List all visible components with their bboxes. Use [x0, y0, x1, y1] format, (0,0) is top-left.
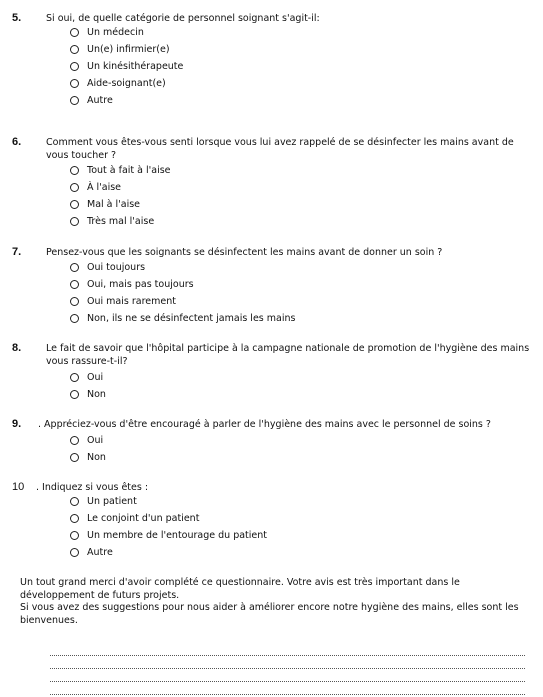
- question-number: 6.: [12, 136, 22, 148]
- radio-button[interactable]: [70, 373, 79, 382]
- option-label: Mal à l'aise: [87, 199, 141, 210]
- question-number: 9.: [12, 418, 22, 430]
- option-label: Très mal l'aise: [87, 216, 155, 227]
- option[interactable]: [70, 313, 295, 329]
- option[interactable]: [70, 61, 183, 77]
- option-label: Aide-soignant(e): [87, 78, 166, 89]
- option-label: Un kinésithérapeute: [87, 61, 184, 72]
- option-label: Oui, mais pas toujours: [87, 279, 194, 290]
- option-label: Un membre de l'entourage du patient: [87, 530, 268, 541]
- option-label: Oui: [87, 435, 104, 446]
- option-label: Oui toujours: [87, 262, 146, 273]
- option-label: Non: [87, 389, 106, 400]
- radio-button[interactable]: [70, 514, 79, 523]
- option[interactable]: [70, 216, 154, 232]
- suggestion-line[interactable]: [50, 655, 525, 656]
- suggestion-line[interactable]: [50, 694, 525, 695]
- option[interactable]: [70, 95, 113, 111]
- question-text: . Indiquez si vous êtes :: [36, 482, 149, 493]
- radio-button[interactable]: [70, 263, 79, 272]
- radio-button[interactable]: [70, 28, 79, 37]
- option-label: Tout à fait à l'aise: [87, 165, 171, 176]
- option-label: Oui mais rarement: [87, 296, 176, 307]
- radio-button[interactable]: [70, 96, 79, 105]
- question-number: 8.: [12, 342, 22, 354]
- question-text: Si oui, de quelle catégorie de personnel soignant s'agit-il:: [46, 13, 320, 24]
- option[interactable]: [70, 435, 103, 451]
- option-label: Un patient: [87, 496, 137, 507]
- radio-button[interactable]: [70, 297, 79, 306]
- suggestion-line[interactable]: [50, 681, 525, 682]
- option-label: Oui: [87, 372, 104, 383]
- option[interactable]: [70, 530, 267, 546]
- closing-message: [20, 577, 520, 627]
- question-number: 10: [12, 481, 25, 493]
- radio-button[interactable]: [70, 497, 79, 506]
- radio-button[interactable]: [70, 280, 79, 289]
- option[interactable]: [70, 78, 166, 94]
- option[interactable]: [70, 389, 106, 405]
- question-text: Le fait de savoir que l'hôpital participe à la campagne nationale de promotion de l'hygiène des mains vous rassure-t-il?: [46, 343, 530, 367]
- suggestion-line[interactable]: [50, 668, 525, 669]
- radio-button[interactable]: [70, 183, 79, 192]
- option[interactable]: [70, 547, 113, 563]
- option-label: Autre: [87, 95, 113, 106]
- radio-button[interactable]: [70, 390, 79, 399]
- radio-button[interactable]: [70, 436, 79, 445]
- option-label: Un(e) infirmier(e): [87, 44, 170, 55]
- option[interactable]: [70, 513, 199, 529]
- option-label: À l'aise: [87, 182, 122, 193]
- radio-button[interactable]: [70, 531, 79, 540]
- radio-button[interactable]: [70, 166, 79, 175]
- option[interactable]: [70, 199, 140, 215]
- question-text: . Appréciez-vous d'être encouragé à parler de l'hygiène des mains avec le personnel de soins ?: [38, 419, 491, 430]
- radio-button[interactable]: [70, 314, 79, 323]
- option-label: Un médecin: [87, 27, 144, 38]
- option[interactable]: [70, 279, 194, 295]
- question-number: 5.: [12, 12, 22, 24]
- option[interactable]: [70, 452, 106, 468]
- option[interactable]: [70, 372, 103, 388]
- option[interactable]: [70, 182, 121, 198]
- question-text: Pensez-vous que les soignants se désinfectent les mains avant de donner un soin ?: [46, 247, 443, 258]
- radio-button[interactable]: [70, 453, 79, 462]
- radio-button[interactable]: [70, 548, 79, 557]
- option[interactable]: [70, 165, 171, 181]
- option[interactable]: [70, 262, 145, 278]
- option-label: Autre: [87, 547, 113, 558]
- option-label: Non, ils ne se désinfectent jamais les mains: [87, 313, 296, 324]
- question-number: 7.: [12, 246, 22, 258]
- thank-you-text: Un tout grand merci d'avoir complété ce questionnaire. Votre avis est très important dans le développement de futurs projets.: [20, 577, 460, 601]
- radio-button[interactable]: [70, 62, 79, 71]
- radio-button[interactable]: [70, 200, 79, 209]
- suggestions-text: Si vous avez des suggestions pour nous aider à améliorer encore notre hygiène des mains, elles sont les bienvenues.: [20, 602, 519, 626]
- radio-button[interactable]: [70, 217, 79, 226]
- option[interactable]: [70, 27, 144, 43]
- option[interactable]: [70, 296, 176, 312]
- question-text: Comment vous êtes-vous senti lorsque vous lui avez rappelé de se désinfecter les mains avant de vous toucher ?: [46, 137, 514, 161]
- option[interactable]: [70, 44, 170, 60]
- radio-button[interactable]: [70, 45, 79, 54]
- option-label: Le conjoint d'un patient: [87, 513, 200, 524]
- radio-button[interactable]: [70, 79, 79, 88]
- option-label: Non: [87, 452, 106, 463]
- option[interactable]: [70, 496, 137, 512]
